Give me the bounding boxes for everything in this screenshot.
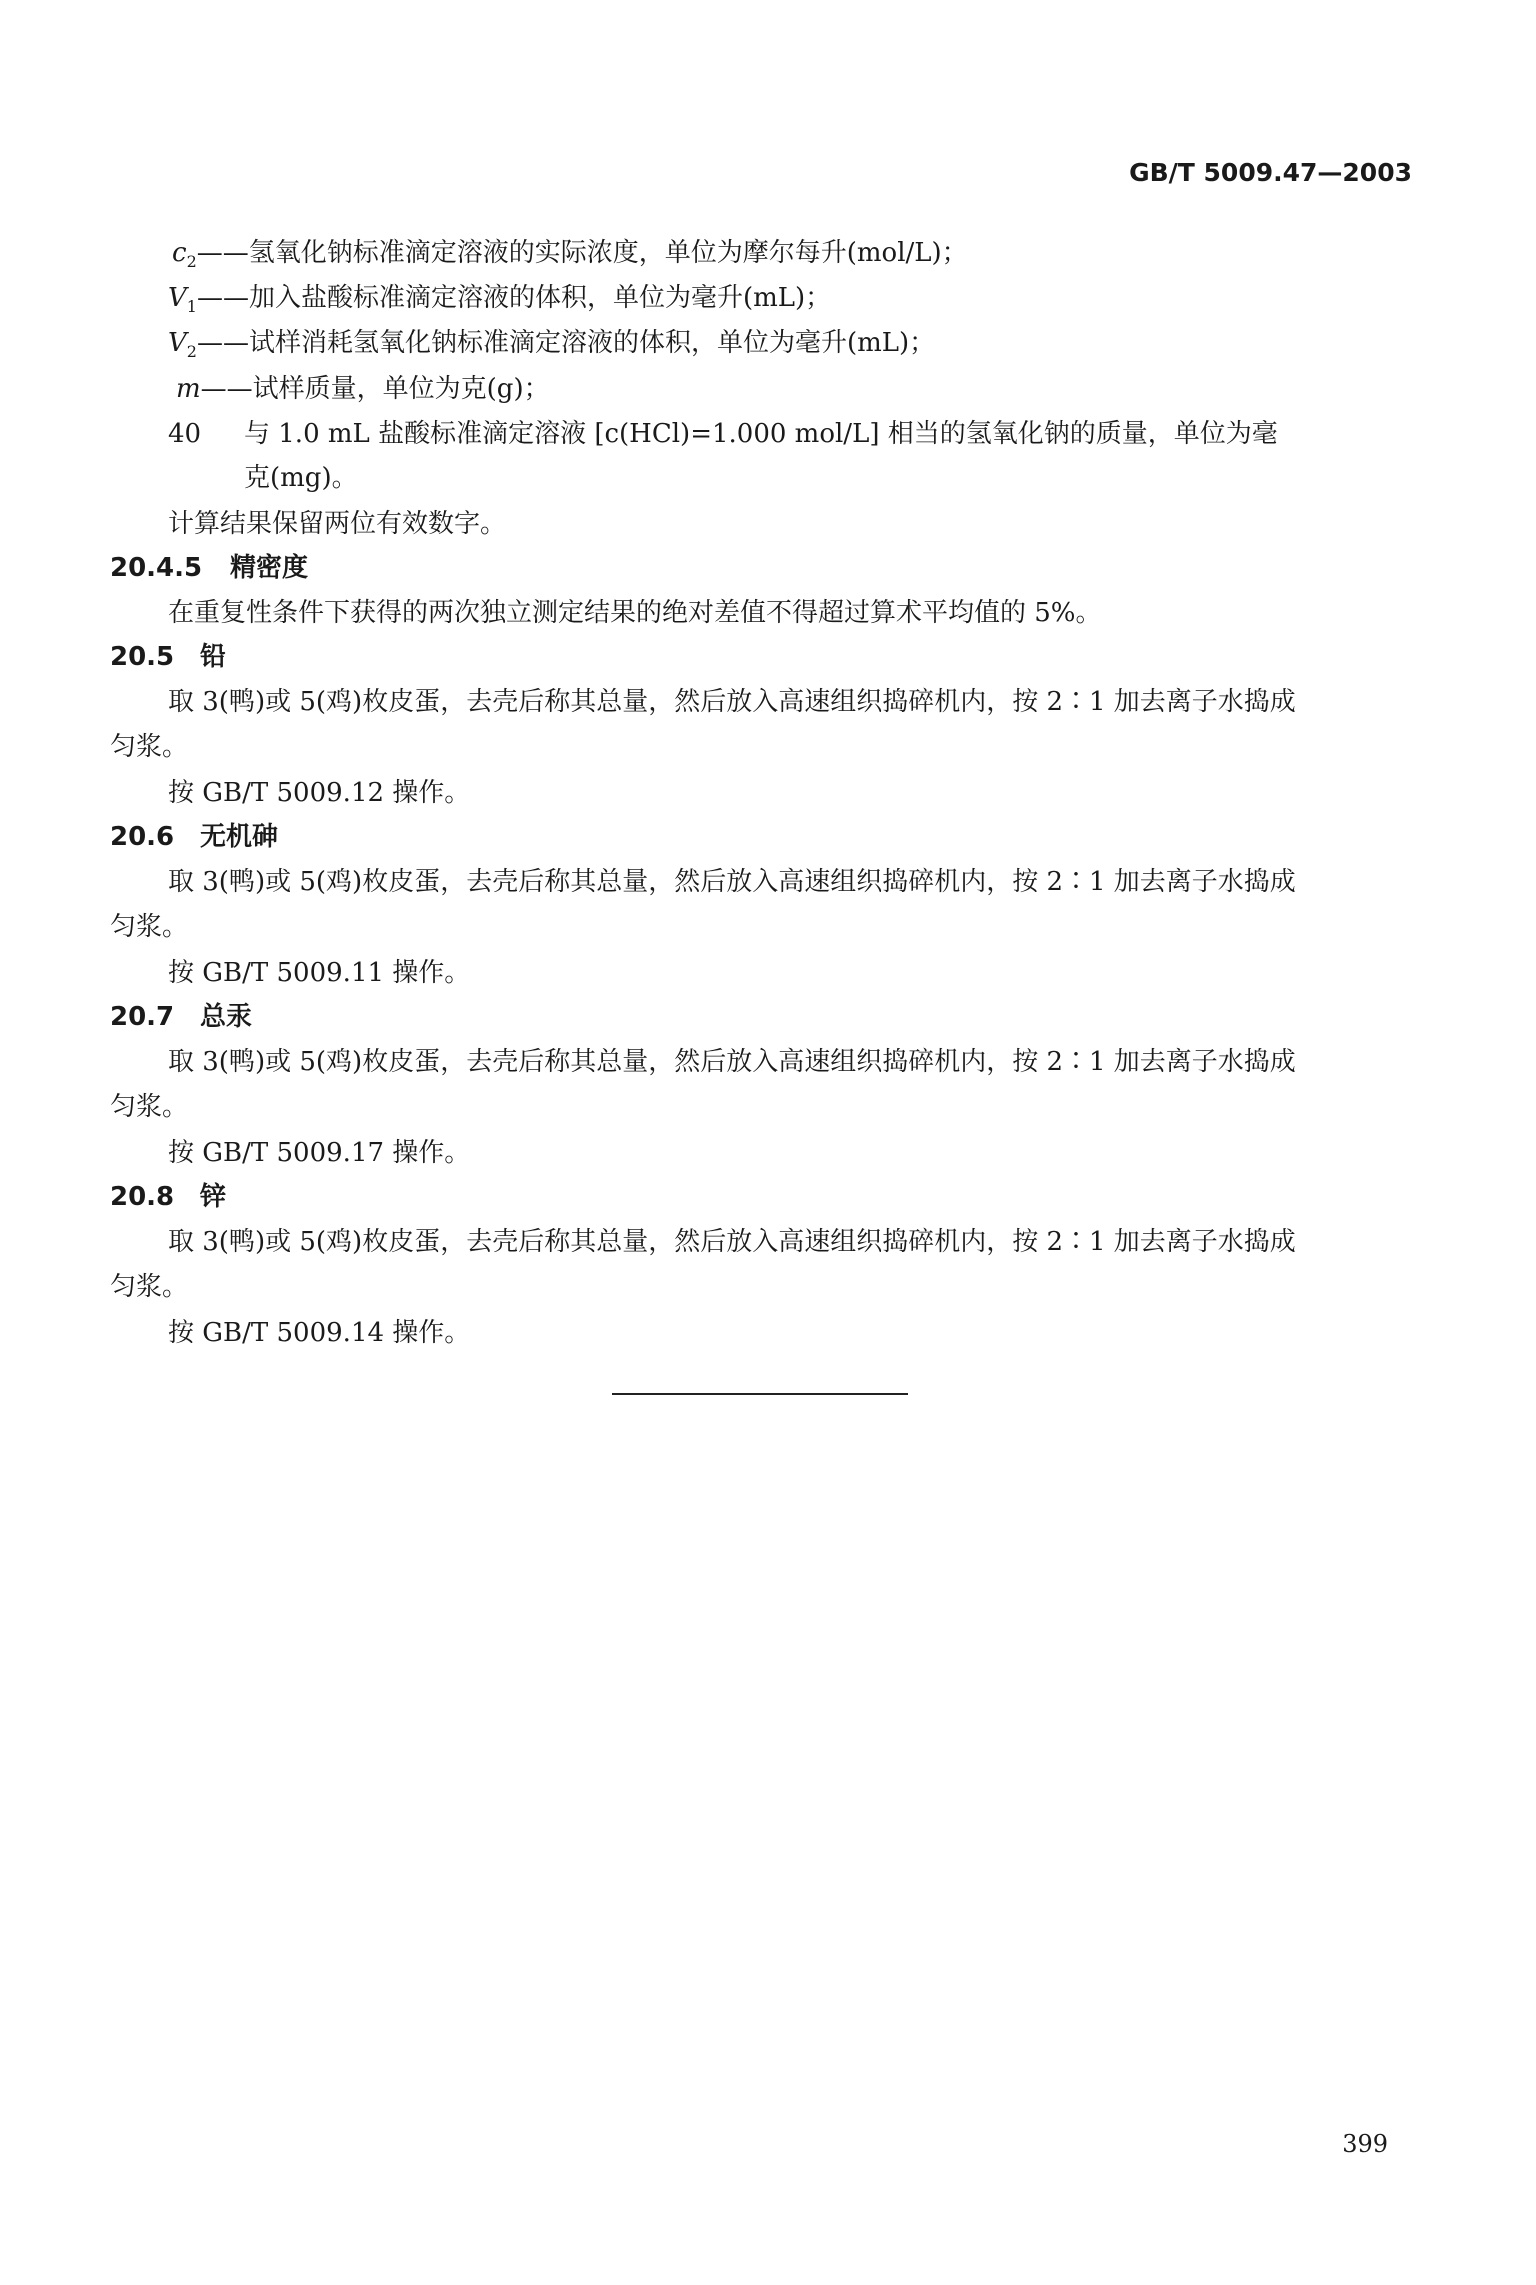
section-number: 20.6: [110, 822, 175, 852]
section-title: 铅: [200, 642, 227, 672]
dash: ——: [196, 283, 249, 313]
section-heading-20-6: [110, 821, 278, 853]
end-rule: [612, 1393, 908, 1395]
symbol: V: [168, 283, 187, 313]
paragraph: 按 GB/T 5009.17 操作。: [168, 1138, 471, 1168]
definition-c2: [172, 237, 968, 278]
symbol: m: [176, 374, 201, 404]
paragraph: 按 GB/T 5009.11 操作。: [168, 958, 471, 988]
paragraph: 在重复性条件下获得的两次独立测定结果的绝对差值不得超过算术平均值的 5%。: [168, 598, 1102, 628]
subscript: 2: [186, 342, 197, 361]
symbol: V: [168, 328, 187, 358]
dash: ——: [200, 374, 253, 404]
section-number: 20.7: [110, 1002, 175, 1032]
subscript: 2: [186, 252, 197, 271]
section-number: 20.5: [110, 642, 175, 672]
symbol: c: [172, 238, 187, 268]
definition-v1: [168, 282, 831, 323]
definition-text: 与 1.0 mL 盐酸标准滴定溶液 [c(HCl)=1.000 mol/L] 相当的氢氧化钠的质量，单位为毫: [244, 419, 1278, 449]
page-number: 399: [1342, 2130, 1388, 2158]
paragraph: 按 GB/T 5009.14 操作。: [168, 1318, 471, 1348]
standard-code: GB/T 5009.47—2003: [1129, 158, 1412, 187]
definition-text: 试样质量，单位为克(g)；: [252, 374, 550, 404]
section-heading-20-4-5: [110, 552, 308, 584]
section-title: 总汞: [200, 1002, 253, 1032]
section-title: 精密度: [230, 553, 309, 583]
section-heading-20-7: [110, 1001, 252, 1033]
definition-40-continued: 克(mg)。: [244, 463, 358, 493]
paragraph-continued: 匀浆。: [110, 912, 189, 942]
section-title: 无机砷: [200, 822, 279, 852]
paragraph-continued: 匀浆。: [110, 732, 189, 762]
paragraph: 取 3(鸭)或 5(鸡)枚皮蛋，去壳后称其总量，然后放入高速组织捣碎机内，按 2∶1 加去离子水捣成: [168, 867, 1296, 897]
paragraph: 按 GB/T 5009.12 操作。: [168, 778, 471, 808]
paragraph: 取 3(鸭)或 5(鸡)枚皮蛋，去壳后称其总量，然后放入高速组织捣碎机内，按 2∶1 加去离子水捣成: [168, 687, 1296, 717]
paragraph-continued: 匀浆。: [110, 1092, 189, 1122]
definition-text: 氢氧化钠标准滴定溶液的实际浓度，单位为摩尔每升(mol/L)；: [248, 238, 968, 268]
definition-m: [176, 373, 550, 405]
definition-text: 加入盐酸标准滴定溶液的体积，单位为毫升(mL)；: [248, 283, 832, 313]
paragraph: 取 3(鸭)或 5(鸡)枚皮蛋，去壳后称其总量，然后放入高速组织捣碎机内，按 2∶1 加去离子水捣成: [168, 1227, 1296, 1257]
section-number: 20.4.5: [110, 553, 203, 583]
section-heading-20-5: [110, 641, 226, 673]
section-title: 锌: [200, 1182, 227, 1212]
calc-note: 计算结果保留两位有效数字。: [168, 509, 507, 539]
dash: ——: [196, 328, 249, 358]
dash: ——: [196, 238, 249, 268]
definition-v2: [168, 327, 935, 368]
symbol: 40: [168, 419, 202, 449]
subscript: 1: [186, 297, 197, 316]
section-number: 20.8: [110, 1182, 175, 1212]
paragraph-continued: 匀浆。: [110, 1272, 189, 1302]
definition-text: 试样消耗氢氧化钠标准滴定溶液的体积，单位为毫升(mL)；: [248, 328, 936, 358]
section-heading-20-8: [110, 1181, 226, 1213]
definition-40: [168, 418, 1278, 450]
paragraph: 取 3(鸭)或 5(鸡)枚皮蛋，去壳后称其总量，然后放入高速组织捣碎机内，按 2∶1 加去离子水捣成: [168, 1047, 1296, 1077]
